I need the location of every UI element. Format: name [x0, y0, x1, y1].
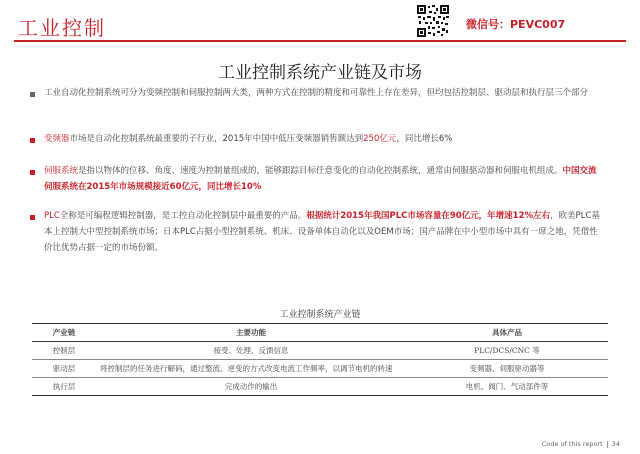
table-row	[32, 342, 608, 360]
paragraph-text: ，同比增长6%	[396, 134, 453, 144]
table-cell: 电机、阀门、气动部件等	[406, 378, 608, 396]
bullet-marker	[30, 215, 35, 220]
paragraph-text: 是指以物体的位移、角度、速度为控制量组成的，能够跟踪目标任意变化的自动化控制系统，通常由伺服驱动器和伺服电机组成。	[78, 166, 563, 176]
table-cell: 将控制层的任务进行解码，通过整流、逆变的方式改变电流工作频率，以调节电机的转速	[96, 360, 406, 378]
table-header-row	[32, 324, 608, 342]
table-title: 工业控制系统产业链	[279, 310, 361, 320]
table-cell: 控制层	[32, 342, 96, 360]
page-number: 34	[611, 440, 620, 448]
keyword-plc: PLC	[44, 211, 60, 221]
table-cell: 接受、处理、反馈信息	[96, 342, 406, 360]
paragraph-plc	[44, 208, 604, 256]
report-code-label: Code of this report	[541, 440, 603, 448]
paragraph-inverter	[44, 131, 604, 147]
paragraph-overview	[44, 85, 604, 101]
keyword-servo: 伺服系统	[44, 166, 79, 176]
paragraph-text: 全称是可编程逻辑控制器，是工控自动化控制层中最重要的产品。	[59, 211, 307, 221]
column-header: 产业链	[32, 324, 96, 342]
table-cell: 完成动作的输出	[96, 378, 406, 396]
bullet-marker	[30, 170, 35, 175]
section-label: 工业控制	[18, 16, 106, 40]
qr-code-icon	[416, 4, 450, 38]
table-row	[32, 378, 608, 396]
paragraph-text: 市场是自动化控制系统最重要的子行业，2015年中国中低压变频器销售额达到	[69, 134, 364, 144]
bullet-marker	[30, 92, 35, 97]
page-title: 工业控制系统产业链及市场	[218, 63, 422, 83]
highlight-value: 250亿元	[363, 134, 397, 144]
wechat-id-label: 微信号：PEVC007	[466, 18, 566, 31]
column-header: 主要功能	[96, 324, 406, 342]
table-cell: 变频器、伺服驱动器等	[406, 360, 608, 378]
footer-divider	[607, 441, 608, 448]
industry-chain-table	[32, 323, 608, 396]
page-footer	[542, 440, 620, 448]
column-header: 具体产品	[406, 324, 608, 342]
table-cell: PLC/DCS/CNC 等	[406, 342, 608, 360]
table-cell: 驱动层	[32, 360, 96, 378]
keyword-inverter: 变频器	[44, 134, 70, 144]
page-header	[0, 0, 640, 48]
highlight-sentence: 中国交流伺服系统在2015年市场规模接近60亿元，同比增长10%	[44, 166, 597, 192]
header-divider	[14, 40, 626, 42]
table-cell: 执行层	[32, 378, 96, 396]
paragraph-servo	[44, 163, 604, 195]
highlight-sentence: 根据统计2015年我国PLC市场容量在90亿元，年增速12%左右	[306, 211, 551, 221]
bullet-marker	[30, 138, 35, 143]
table-row	[32, 360, 608, 378]
paragraph-text: 工业自动化控制系统可分为变频控制和伺服控制两大类，两种方式在控制的精度和可靠性上存在差异，但均包括控制层、驱动层和执行层三个部分	[44, 88, 589, 98]
paragraph-text: ，欧美PLC基本上控制大中型控制系统市场；日本PLC占据小型控制系统、机床、设备单体自动化以及OEM市场；国产品牌在中小型市场中具有一席之地，凭借性价比优势占据一定的市场份额。	[44, 211, 600, 253]
